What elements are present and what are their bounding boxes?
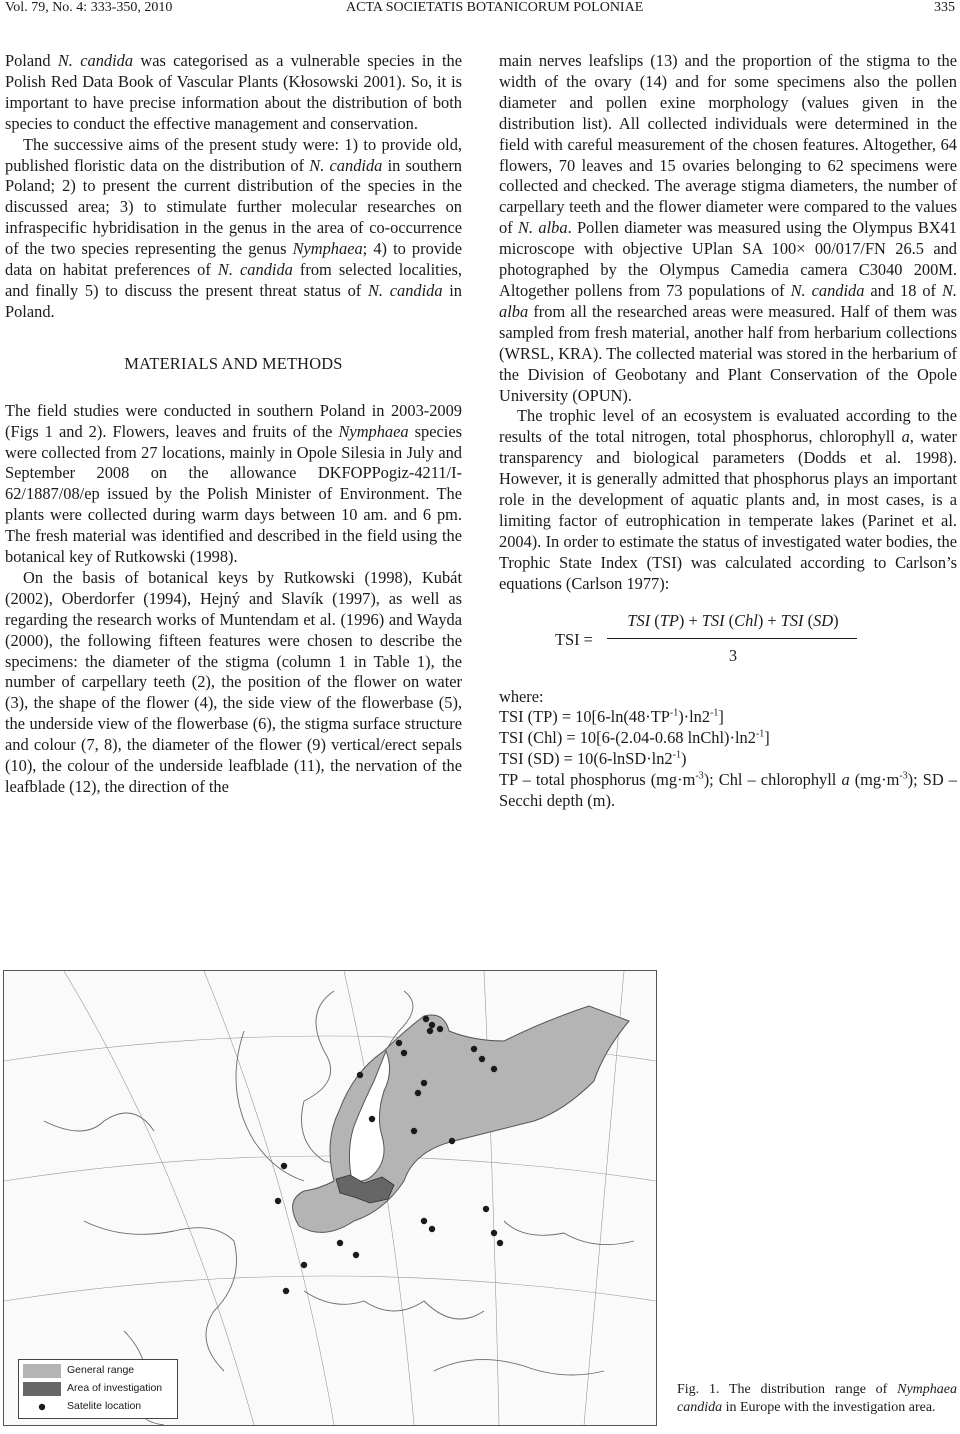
- satellite-dot: [421, 1218, 427, 1224]
- map-legend: [18, 1359, 178, 1419]
- satellite-dot: [479, 1056, 485, 1062]
- paragraph: The field studies were conducted in southern Poland in 2003-2009 (Figs 1 and 2). Flowers, leaves and fruits of the Nymphaea species were collected from 27 locations, mainly in Opole Silesia in July and September 2008 on the allowance DKFOPPogiz-4211/I-62/1887/08/ep issued by the Polish Minister of Environment. The plants were collected during warm days between 10 am. and 6 pm. The fresh material was identified and described in the field using the botanical key of Rutkowski (1998).: [5, 400, 462, 567]
- satellite-dot: [415, 1090, 421, 1096]
- paragraph: main nerves leafslips (13) and the proportion of the stigma to the width of the ovary (14) and for some specimens also the pollen diameter and pollen exine morphology (values given in the distribution list). All collected individuals were determined in the field with careful measurement of the chosen features. Altogether, 64 flowers, 70 leaves and 15 ovaries belonging to 62 specimens were collected and checked. The average stigma diameters, the number of carpellary teeth and the flower diameter were compared to the values of N. alba. Pollen diameter was measured using the Olympus BX41 microscope with objective UPlan SA 100× 00/017/FN 26.5 and photographed by the Olympus Camedia camera C3040 200M. Altogether pollens from 73 populations of N. candida and 18 of N. alba from all the researched areas were measured. Half of them was sampled from fresh material, another half from herbarium collections (WRSL, KRA). The collected material was stored in the herbarium of the Division of Geobotany and Plant Conservation of the Opole University (OPUN).: [499, 51, 957, 405]
- equation-chl: TSI (Chl) = 10[6-(2.04-0.68 $lnChl)\cdot\ln 2^{-1}$]: [499, 728, 770, 748]
- satellite-dot: [491, 1066, 497, 1072]
- satellite-dot: [337, 1240, 343, 1246]
- satellite-swatch: [23, 1400, 61, 1414]
- formula-denominator: 3: [728, 645, 738, 665]
- right-column: [499, 51, 957, 812]
- satellite-dot: [449, 1138, 455, 1144]
- satellite-dot: [301, 1262, 307, 1268]
- satellite-dot: [401, 1050, 407, 1056]
- satellite-dot: [429, 1226, 435, 1232]
- satellite-dot: [396, 1040, 402, 1046]
- section-heading: MATERIALS AND METHODS: [124, 353, 343, 373]
- satellite-dot: [353, 1252, 359, 1258]
- fraction-bar: [607, 638, 857, 639]
- equation-tp: TSI $(TP) = 10[6-\ln(48\cdot TP^{-1})\cdot\ln 2^{-1}]$: [499, 707, 724, 727]
- general-range-swatch: [23, 1364, 61, 1378]
- satellite-dot: [423, 1016, 429, 1022]
- tsi-formula: [499, 611, 957, 677]
- legend-satellite: Satelite location: [19, 1398, 177, 1416]
- investigation-area-swatch: [23, 1382, 61, 1396]
- satellite-dot: [281, 1163, 287, 1169]
- paragraph: The trophic level of an ecosystem is evaluated according to the results of the total nitrogen, total phosphorus, chlorophyll a, water transparency and biological parameters (Dodds et al. 1998). However, it is generally admitted that phosphorus plays an important role in the development of aquatic plants and, in most cases, is a limiting factor of eutrophication in temperate lakes (Parinet et al. 2004). In order to estimate the status of investigated water bodies, the Trophic State Index (TSI) was calculated according to Carlson’s equations (Carlson 1977):: [499, 406, 957, 593]
- satellite-dot: [283, 1288, 289, 1294]
- satellite-dot: [421, 1080, 427, 1086]
- satellite-dot: [471, 1046, 477, 1052]
- paragraph: On the basis of botanical keys by Rutkowski (1998), Kubát (2002), Oberdorfer (1994), Hejný and Slavík (1997), as well as regarding the research works of Muntendam et al. (1996) and Wayda (2000), the following fifteen features were chosen to describe the specimens: the diameter of the stigma (column 1 in Table 1), the number of carpellary teeth (2), the position of the flower on water (3), the shape of the flower (4), the side view of the flowerbase (5), the underside view of the flowerbase (6), the stigma surface structure and colour (7, 8), the diameter of the flower (9) vertical/erect sepals (10), the colour of the underside leafblade (11), the nervation of the leafblade (12), the direction of the: [5, 567, 462, 796]
- legend-investigation-area: Area of investigation: [19, 1380, 177, 1398]
- satellite-dot: [369, 1116, 375, 1122]
- satellite-dot: [275, 1198, 281, 1204]
- general-range-area: [293, 1006, 629, 1232]
- satellite-dot: [429, 1022, 435, 1028]
- satellite-dot: [437, 1026, 443, 1032]
- where-label: where:: [499, 686, 544, 706]
- distribution-map: [3, 970, 657, 1426]
- legend-general-range: General range: [19, 1362, 177, 1380]
- satellite-dot: [357, 1072, 363, 1078]
- volume-info: Vol. 79, No. 4: 333-350, 2010: [5, 0, 173, 15]
- journal-title: ACTA SOCIETATIS BOTANICORUM POLONIAE: [346, 0, 644, 15]
- formula-lhs: TSI =: [555, 629, 593, 649]
- satellite-dot: [427, 1028, 433, 1034]
- satellite-dot: [491, 1230, 497, 1236]
- satellite-dot: [483, 1206, 489, 1212]
- satellite-dot: [411, 1128, 417, 1134]
- variable-definitions: TP – total phosphorus $(mg\cdot m^{-3})$; Chl – chlorophyll a $(mg\cdot m^{-3})$; SD – Secchi depth (m).: [499, 770, 957, 811]
- running-header: [0, 0, 960, 20]
- figure-caption: Fig. 1. The distribution range of Nymphaea candida in Europe with the investigation area.: [677, 1382, 957, 1415]
- paragraph: The successive aims of the present study were: 1) to provide old, published floristic data on the distribution of N. candida in southern Poland; 2) to present the current distribution of the species in the discussed area; 3) to stimulate further molecular researches on infraspecific hybridisation in the genus in the area of co-occurrence of the two species representing the genus Nymphaea; 4) to provide data on habitat preferences of N. candida from selected localities, and finally 5) to discuss the present threat status of N. candida in Poland.: [5, 134, 463, 321]
- satellite-dot: [497, 1240, 503, 1246]
- left-column: [5, 51, 462, 798]
- paragraph: Poland N. candida was categorised as a vulnerable species in the Polish Red Data Book of Vascular Plants (Kłosowski 2001). So, it is important to have precise information about the distribution of both species to conduct the effective management and conservation.: [5, 51, 462, 133]
- page-number: 335: [934, 0, 955, 15]
- formula-numerator: TSI (TP) + TSI (Chl) + TSI (SD): [627, 610, 839, 630]
- equation-sd: TSI $(SD) = 10(6-lnSD\cdot\ln 2^{-1})$: [499, 749, 687, 769]
- europe-map: [4, 971, 656, 1425]
